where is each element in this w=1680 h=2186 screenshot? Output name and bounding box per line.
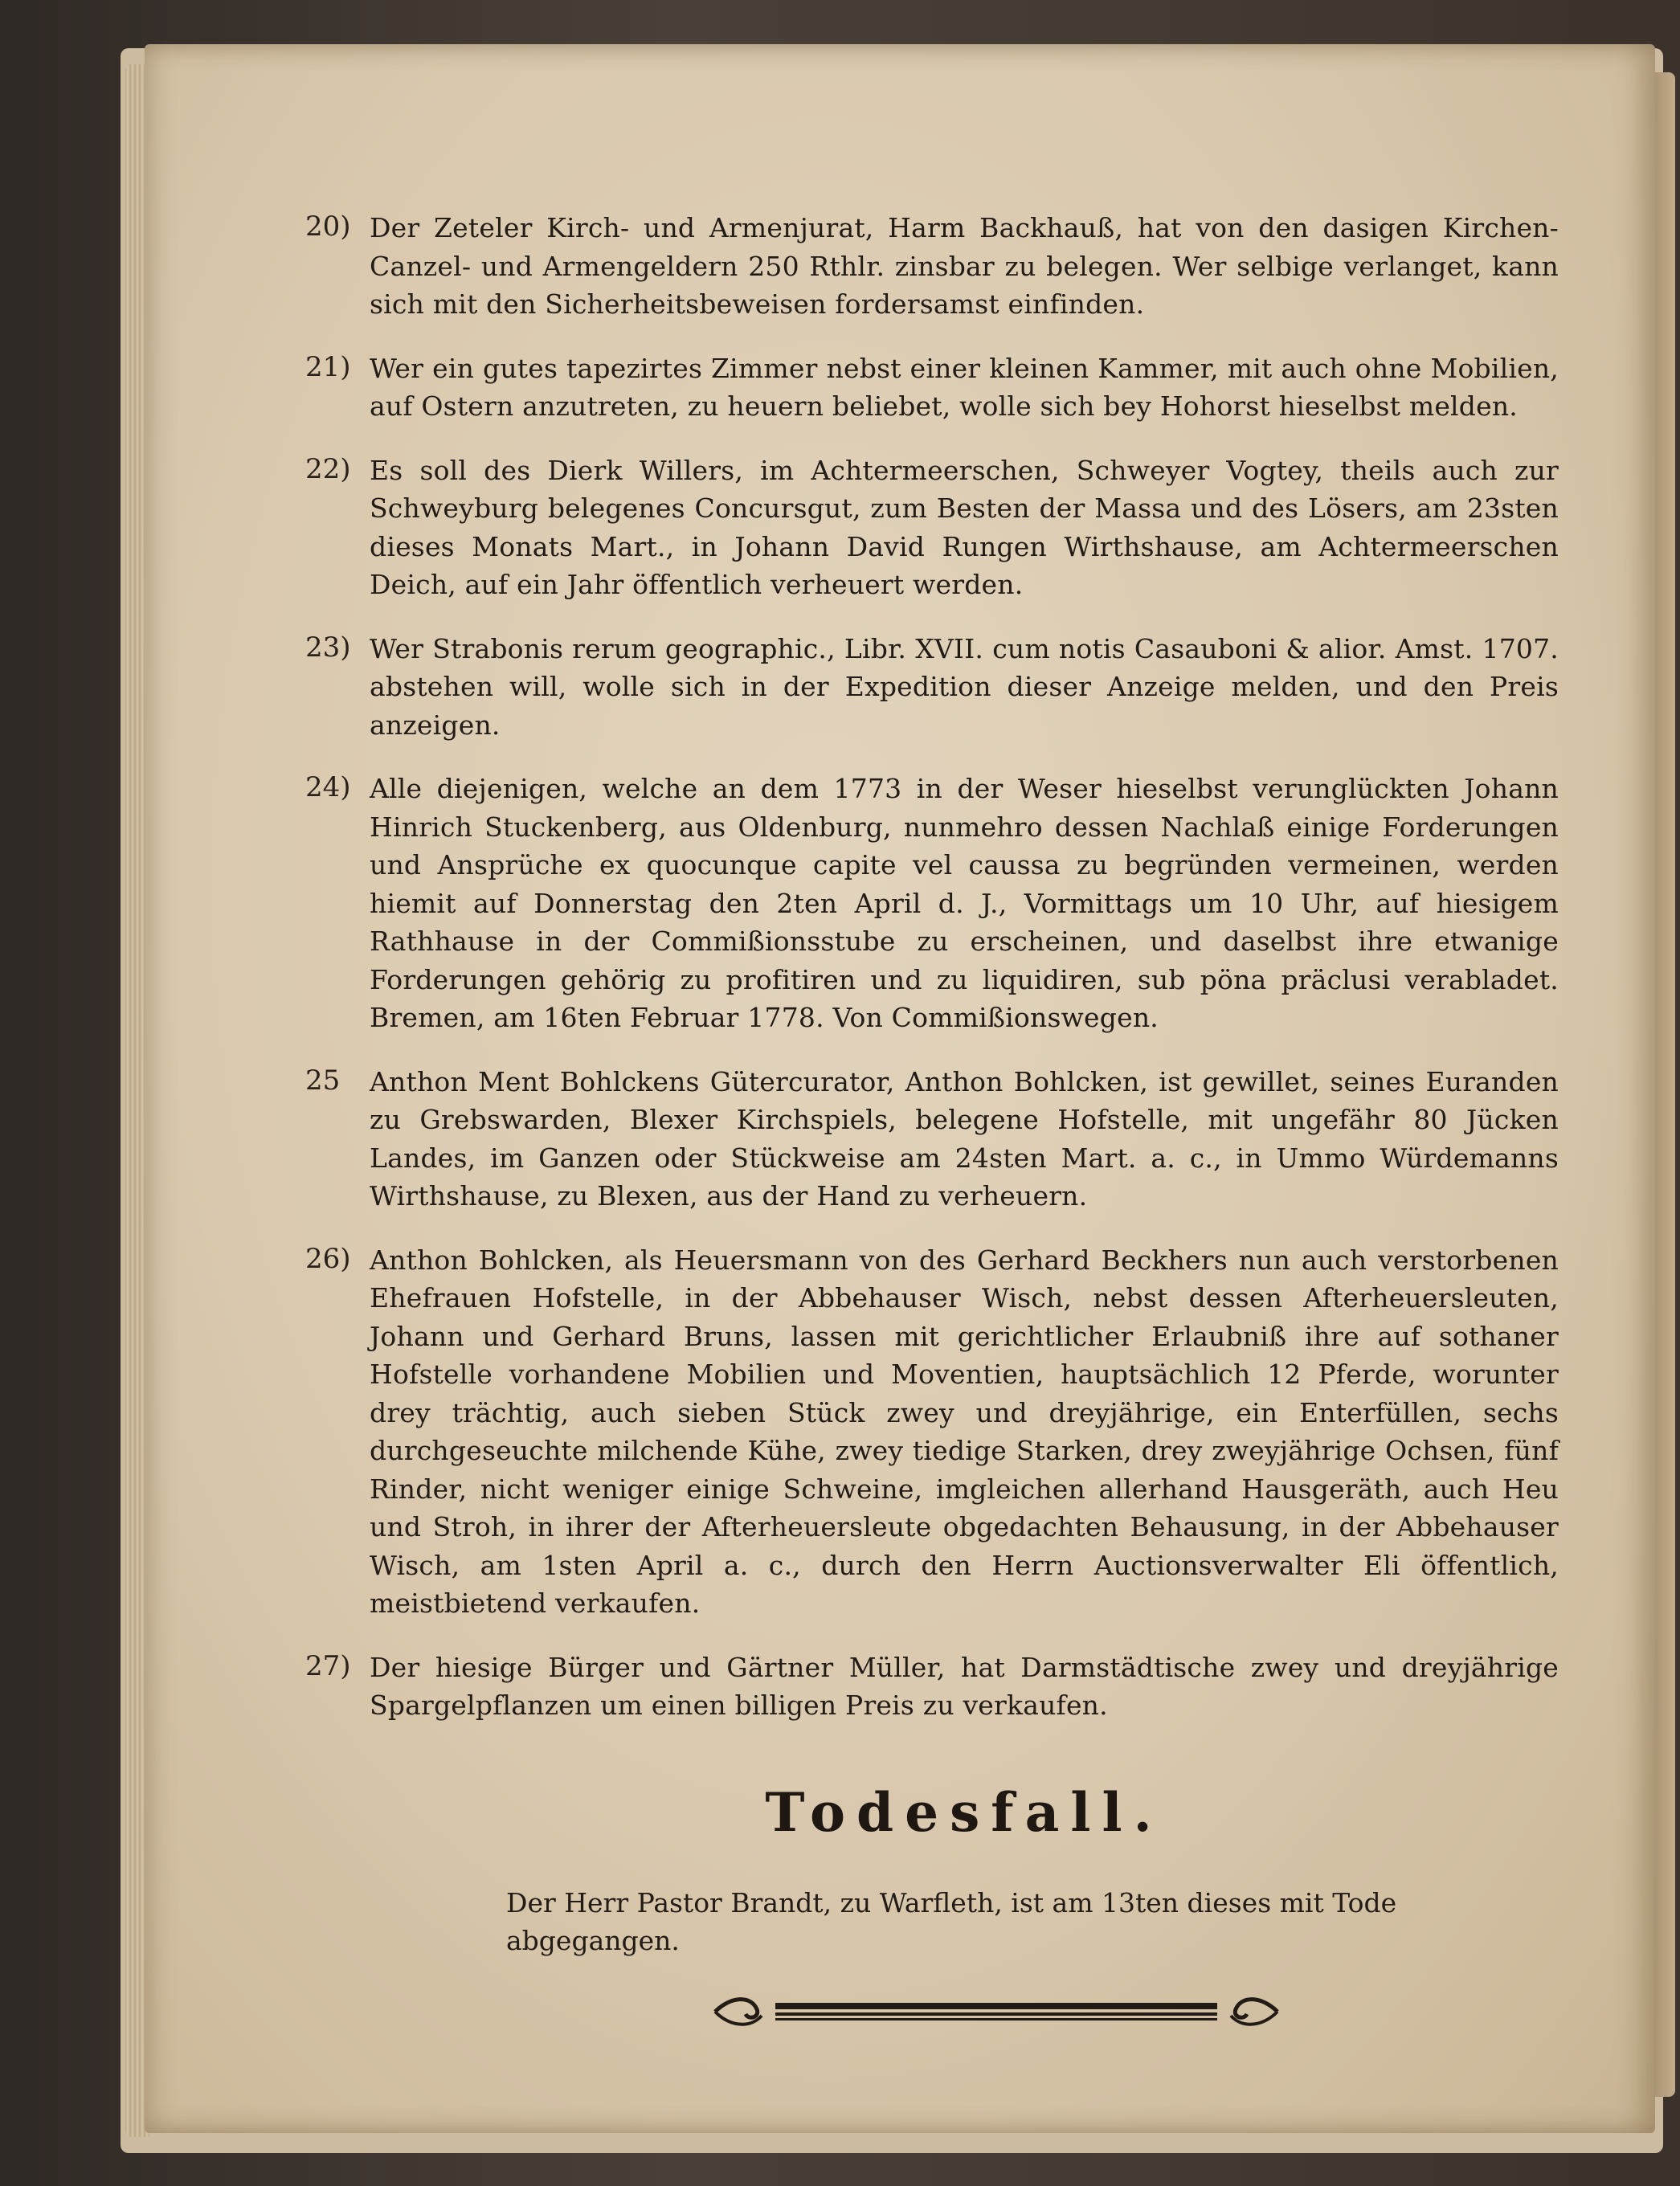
entry-number: 25 bbox=[305, 1064, 341, 1097]
entry-27 bbox=[305, 1649, 1559, 1725]
section-heading: Todesfall. bbox=[765, 1780, 1163, 1844]
entry-number: 24) bbox=[305, 771, 351, 803]
entry-number: 27) bbox=[305, 1649, 351, 1682]
death-notice: Der Herr Pastor Brandt, zu Warfleth, ist am 13ten dieses mit Tode abgegangen. bbox=[506, 1886, 1397, 1956]
entry-22 bbox=[305, 452, 1559, 604]
entry-text: Wer ein gutes tapezirtes Zimmer nebst einer kleinen Kammer, mit auch ohne Mobilien, auf Ostern anzutreten, zu heuern beliebet, wolle sich bey Hohorst hieselbst melden. bbox=[370, 352, 1559, 422]
entry-26 bbox=[305, 1241, 1559, 1623]
entry-text: Anthon Ment Bohlckens Gütercurator, Anthon Bohlcken, ist gewillet, seines Euranden zu Grebswarden, Blexer Kirchspiels, belegene Hofstelle, mit ungefähr 80 Jücken Landes, im Ganzen oder Stückweise am 24sten Mart. a. c., in Ummo Würdemanns Wirthshause, zu Blexen, aus der Hand zu verheuern. bbox=[370, 1065, 1559, 1211]
entry-text: Es soll des Dierk Willers, im Achtermeerschen, Schweyer Vogtey, theils auch zur Schweyburg belegenes Concursgut, zum Besten der Massa und des Lösers, am 23sten dieses Monats Mart., in Johann David Rungen Wirthshause, am Achtermeerschen Deich, auf ein Jahr öffentlich verheuert werden. bbox=[370, 454, 1559, 600]
entry-number: 21) bbox=[305, 350, 351, 383]
page-content bbox=[305, 209, 1559, 1959]
entry-number: 20) bbox=[305, 210, 351, 243]
entry-23 bbox=[305, 630, 1559, 745]
entry-20 bbox=[305, 209, 1559, 324]
decorative-ornament-icon bbox=[707, 1992, 1286, 2032]
entry-text: Anthon Bohlcken, als Heuersmann von des Gerhard Beckhers nun auch verstorbenen Ehefrauen Hofstelle, in der Abbehauser Wisch, nebst dessen Afterheuersleuten, Johann und Gerhard Bruns, lassen mit gerichtlicher Erlaubniß ihre auf sothaner Hofstelle vorhandene Mobilien und Moventien, hauptsächlich 12 Pferde, worunter drey trächtig, auch sieben Stück zwey und dreyjährige, ein Enterfüllen, sechs durchgeseuchte milchende Kühe, zwey tiedige Starken, drey zweyjährige Ochsen, fünf Rinder, nicht weniger einige Schweine, imgleichen allerhand Hausgeräth, auch Heu und Stroh, in ihrer der Afterheuersleute obgedachten Behausung, in der Abbehauser Wisch, am 1sten April a. c., durch den Herrn Auctionsverwalter Eli öffentlich, meistbietend verkaufen. bbox=[370, 1244, 1559, 1619]
entry-text: Der Zeteler Kirch- und Armenjurat, Harm Backhauß, hat von den dasigen Kirchen-Canzel- und Armengeldern 250 Rthlr. zinsbar zu belegen. Wer selbige verlanget, kann sich mit den Sicherheitsbeweisen fordersamst einfinden. bbox=[370, 212, 1559, 320]
entry-number: 26) bbox=[305, 1242, 351, 1275]
entry-text: Der hiesige Bürger und Gärtner Müller, hat Darmstädtische zwey und dreyjährige Spargelpflanzen um einen billigen Preis zu verkaufen. bbox=[370, 1651, 1559, 1721]
entry-25 bbox=[305, 1063, 1559, 1216]
entry-text: Wer Strabonis rerum geographic., Libr. XVII. cum notis Casauboni & alior. Amst. 1707. abstehen will, wolle sich in der Expedition dieser Anzeige melden, und den Preis anzeigen. bbox=[370, 632, 1559, 741]
entry-number: 22) bbox=[305, 452, 351, 485]
entry-number: 23) bbox=[305, 631, 351, 664]
entry-24 bbox=[305, 770, 1559, 1037]
entry-21 bbox=[305, 349, 1559, 426]
entry-text: Alle diejenigen, welche an dem 1773 in der Weser hieselbst verunglückten Johann Hinrich Stuckenberg, aus Oldenburg, nunmehro dessen Nachlaß einige Forderungen und Ansprüche ex quocunque capite vel caussa zu begründen vermeinen, werden hiemit auf Donnerstag den 2ten April d. J., Vormittags um 10 Uhr, auf hiesigem Rathhause in der Commißionsstube zu erscheinen, und daselbst ihre etwanige Forderungen gehörig zu profitiren und zu liquidiren, sub pöna präclusi verabladet. Bremen, am 16ten Februar 1778. Von Commißionswegen. bbox=[370, 773, 1559, 1033]
